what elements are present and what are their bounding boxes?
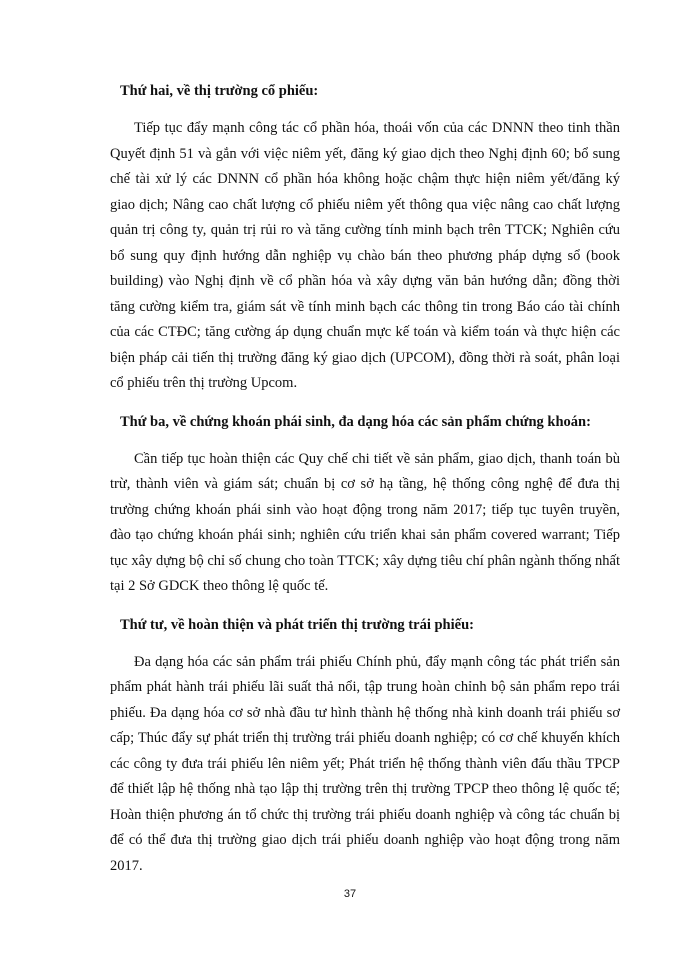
section-heading-stock-market: Thứ hai, về thị trường cổ phiếu: xyxy=(120,83,319,99)
page-number: 37 xyxy=(343,888,357,900)
section-heading-bond-market: Thứ tư, về hoàn thiện và phát triển thị trường trái phiếu: xyxy=(120,616,474,633)
section-paragraph-stock-market: Tiếp tục đẩy mạnh công tác cổ phần hóa, thoái vốn của các DNNN theo tinh thần Quyết định 51 và gắn với việc niêm yết, đăng ký giao dịch theo Nghị định 60; bổ sung chế tài xử lý các DNNN cổ phần hóa không hoặc chậm thực hiện niêm yết/đăng ký giao dịch; Nâng cao chất lượng cổ phiếu niêm yết thông qua việc nâng cao chất lượng quản trị công ty, quản trị rủi ro và tăng cường tính minh bạch trên TTCK; Nghiên cứu bổ sung quy định hướng dẫn nghiệp vụ chào bán theo phương pháp dựng sổ (book building) vào Nghị định về cổ phần hóa và xây dựng văn bản hướng dẫn; đồng thời tăng cường kiểm tra, giám sát về tính minh bạch các thông tin trong Báo cáo tài chính của các CTĐC; tăng cường áp dụng chuẩn mực kế toán và kiểm toán và thực hiện các biện pháp cải tiến thị trường đăng ký giao dịch (UPCOM), đồng thời rà soát, phân loại cổ phiếu trên thị trường Upcom. xyxy=(110,120,620,391)
section-paragraph-bond-market: Đa dạng hóa các sản phẩm trái phiếu Chính phủ, đẩy mạnh công tác phát triển sản phẩm phát hành trái phiếu lãi suất thả nổi, tập trung hoàn chỉnh bộ sản phẩm repo trái phiếu. Đa dạng hóa cơ sở nhà đầu tư hình thành hệ thống nhà kinh doanh trái phiếu sơ cấp; Thúc đẩy sự phát triển thị trường trái phiếu doanh nghiệp; có cơ chế khuyến khích các công ty đưa trái phiếu lên niêm yết; Phát triển hệ thống thành viên đấu thầu TPCP để thiết lập hệ thống nhà tạo lập thị trường trên thị trường TPCP theo thông lệ quốc tế; Hoàn thiện phương án tổ chức thị trường trái phiếu doanh nghiệp và công tác chuẩn bị để có thể đưa thị trường giao dịch trái phiếu doanh nghiệp vào hoạt động trong năm 2017. xyxy=(110,653,620,874)
section-paragraph-derivatives: Cần tiếp tục hoàn thiện các Quy chế chi tiết về sản phẩm, giao dịch, thanh toán bù trừ, thành viên và giám sát; chuẩn bị cơ sở hạ tầng, hệ thống công nghệ để đưa thị trường chứng khoán phái sinh vào hoạt động trong năm 2017; tiếp tục tuyên truyền, đào tạo chứng khoán phái sinh; nghiên cứu triển khai sản phẩm covered warrant; Tiếp tục xây dựng bộ chỉ số chung cho toàn TTCK; xây dựng tiêu chí phân ngành thống nhất tại 2 Sở GDCK theo thông lệ quốc tế. xyxy=(110,450,620,594)
section-heading-derivatives: Thứ ba, về chứng khoán phái sinh, đa dạng hóa các sản phẩm chứng khoán: xyxy=(120,413,591,430)
document-page xyxy=(110,68,620,893)
